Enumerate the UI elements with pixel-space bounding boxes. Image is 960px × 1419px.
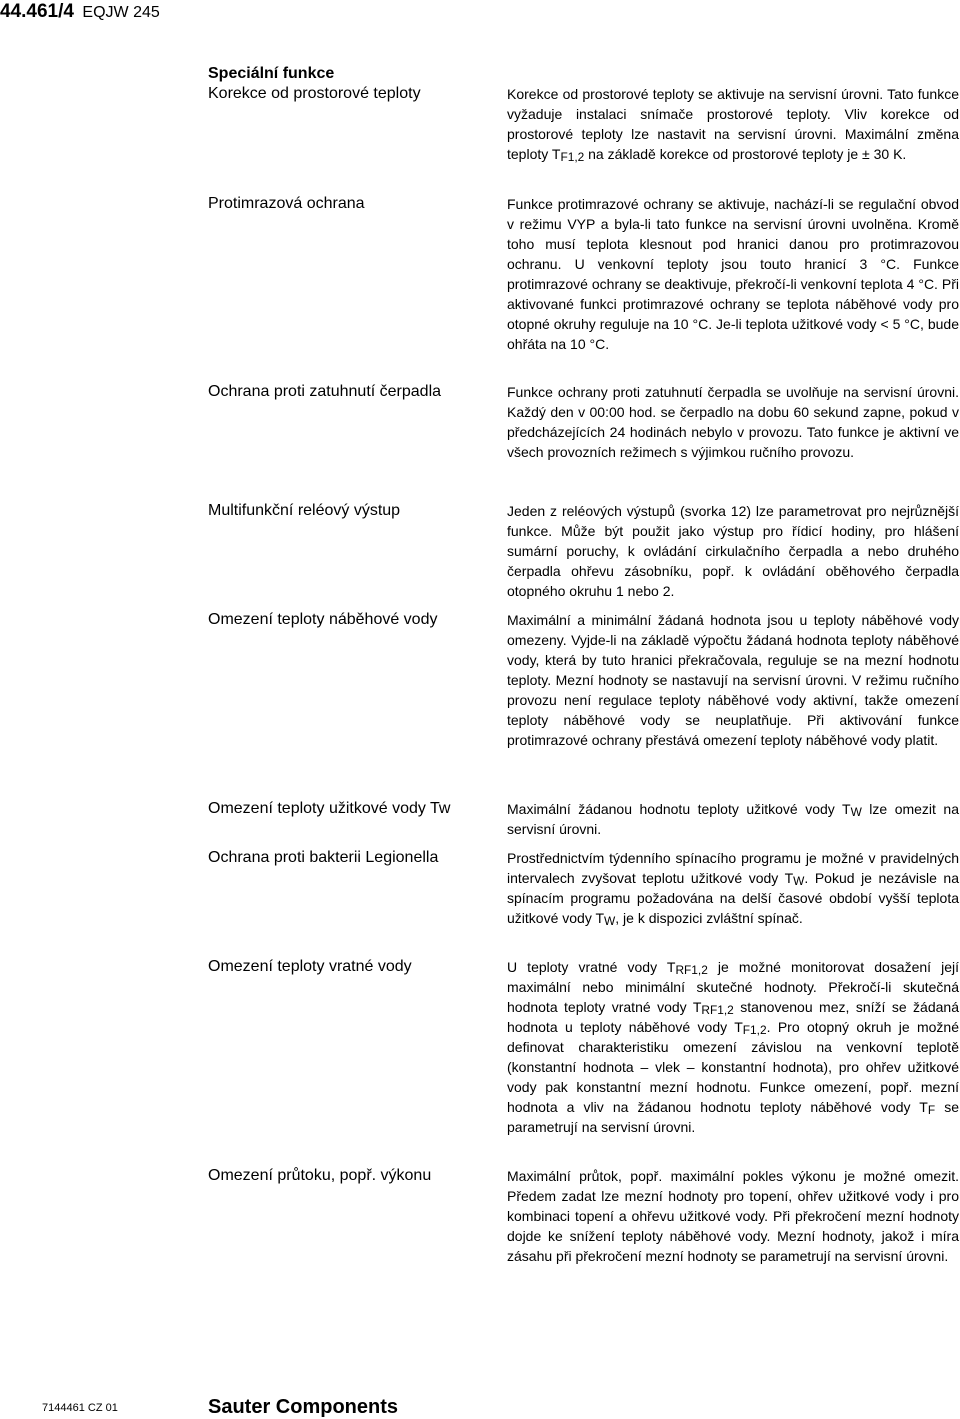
company-name: Sauter Components (208, 1396, 399, 1418)
body-return-temp-limit: U teploty vratné vody $T_{RF1,2}$ je možné monitorovat dosažení její maximální nebo minimální skutečné hodnoty. Překročí-li skutečná hodnota teploty vratné vody $T_{RF1,2}$ stanovenou mez, sníží se žádaná hodnota u teploty náběhové vody $T_{F1,2}$. Pro otopný okruh je možné definovat charakteristiku omezení závislou na venkovní teplotě (konstantní hodnota – vlek – konstantní hodnota), pro ohřev užitkové vody pak konstantní mezní hodnotu. Funkce omezení, popř. mezní hodnota a vliv na žádanou hodnotu teploty náběhové vody $T_F$ se parametrují na servisní úrovni. (507, 959, 959, 1135)
body-frost-protection: Funkce protimrazové ochrany se aktivuje, nachází-li se regulační obvod v režimu VYP a byla-li tato funkce na servisní úrovni uvolněna. Kromě toho musí teplota klesnout pod hranici danou pro protimrazovou ochranu. U venkovní teploty jsou touto hranicí 3 °C. Funkce protimrazové ochrany se deaktivuje, překročí-li venkovní teplota 4 °C. Při aktivované funkci protimrazové ochrany se teplota náběhové vody pro otopné okruhy reguluje na 10 °C. Je-li teplota užitkové vody < 5 °C, bude ohřáta na 10 °C. (507, 196, 959, 352)
body-flow-temp-limit: Maximální a minimální žádaná hodnota jsou u teploty náběhové vody omezeny. Vyjde-li na základě výpočtu žádaná hodnota teploty náběhové vody, která by tuto hranici překračovala, reguluje se na mezní hodnotu teploty. Mezní hodnoty se nastavují na servisní úrovni. V režimu ručního provozu není regulace teploty náběhové vody aktivní, takže omezení teploty náběhové vody se neuplatňuje. Při aktivování funkce protimrazové ochrany přestává omezení teploty náběhové vody platit. (507, 612, 959, 748)
subscript: F1,2 (560, 149, 585, 164)
subscript: RF1,2 (675, 962, 708, 977)
product-model: EQJW 245 (82, 4, 160, 21)
subscript: F1,2 (742, 1022, 767, 1037)
body-flow-power-limit: Maximální průtok, popř. maximální pokles výkonu je možné omezit. Předem zadat lze mezní hodnoty pro topení, ohřev užitkové vody i pro kombinaci topení a ohřevu užitkové vody. Při překročení mezní hodnoty dojde ke snížení teploty náběhové vody. Mezní hodnoty, jakož i míra zásahu při překročení mezní hodnoty se parametrují na servisní úrovni. (507, 1168, 959, 1264)
label-dhw-temp-limit: Omezení teploty užitkové vody Tw (208, 800, 451, 817)
body-legionella-protection: Prostřednictvím týdenního spínacího programu je možné v pravidelných intervalech zvyšovat teplotu užitkové vody $T_W$. Pokud je nezávisle na spínacím programu požadována na delší časové období vyšší teplota užitkové vody $T_W$, je k dispozici zvláštní spínač. (507, 850, 959, 928)
subscript: W (850, 804, 862, 819)
label-flow-power-limit: Omezení průtoku, popř. výkonu (208, 1167, 432, 1184)
body-room-temp-correction: Korekce od prostorové teploty se aktivuje na servisní úrovni. Tato funkce vyžaduje instalaci snímače prostorové teploty. Vliv korekce od prostorové teploty lze nastavit na servisní úrovni. Maximální změna teploty $T_{F1,2}$ na základě korekce od prostorové teploty je ± 30 K. (507, 86, 959, 164)
label-legionella-protection: Ochrana proti bakterii Legionella (208, 849, 439, 866)
subscript: W (604, 913, 616, 928)
label-flow-temp-limit: Omezení teploty náběhové vody (208, 611, 438, 628)
body-pump-seizure-protection: Funkce ochrany proti zatuhnutí čerpadla se uvolňuje na servisní úrovni. Každý den v 00:00 hod. se čerpadlo na dobu 60 sekund zapne, pokud v předcházejících 24 hodinách nebylo v provozu. Tato funkce je aktivní ve všech provozních režimech s výjimkou ručního provozu. (507, 384, 959, 460)
body-multifunction-relay-output: Jeden z reléových výstupů (svorka 12) lze parametrovat pro nejrůznější funkce. Může být použit jako výstup pro řídicí hodiny, pro hlášení sumární poruchy, k ovládání cirkulačního čerpadla a nebo druhého čerpadla ohřevu zásobníku, popř. k ovládání oběhového čerpadla otopného okruhu 1 nebo 2. (507, 503, 959, 599)
body-dhw-temp-limit: Maximální žádanou hodnotu teploty užitkové vody $T_W$ lze omezit na servisní úrovni. (507, 801, 960, 837)
subscript: F (927, 1102, 936, 1117)
subscript: W (793, 873, 805, 888)
document-number: 44.461/4 (0, 1, 74, 22)
label-multifunction-relay-output: Multifunkční reléový výstup (208, 502, 401, 519)
label-frost-protection: Protimrazová ochrana (208, 195, 365, 212)
label-room-temp-correction: Korekce od prostorové teploty (208, 85, 421, 102)
section-title: Speciální funkce (208, 65, 335, 82)
document-code: 7144461 CZ 01 (42, 1402, 118, 1414)
label-return-temp-limit: Omezení teploty vratné vody (208, 958, 412, 975)
subscript: RF1,2 (701, 1002, 734, 1017)
label-pump-seizure-protection: Ochrana proti zatuhnutí čerpadla (208, 383, 442, 400)
page-header (0, 0, 160, 24)
